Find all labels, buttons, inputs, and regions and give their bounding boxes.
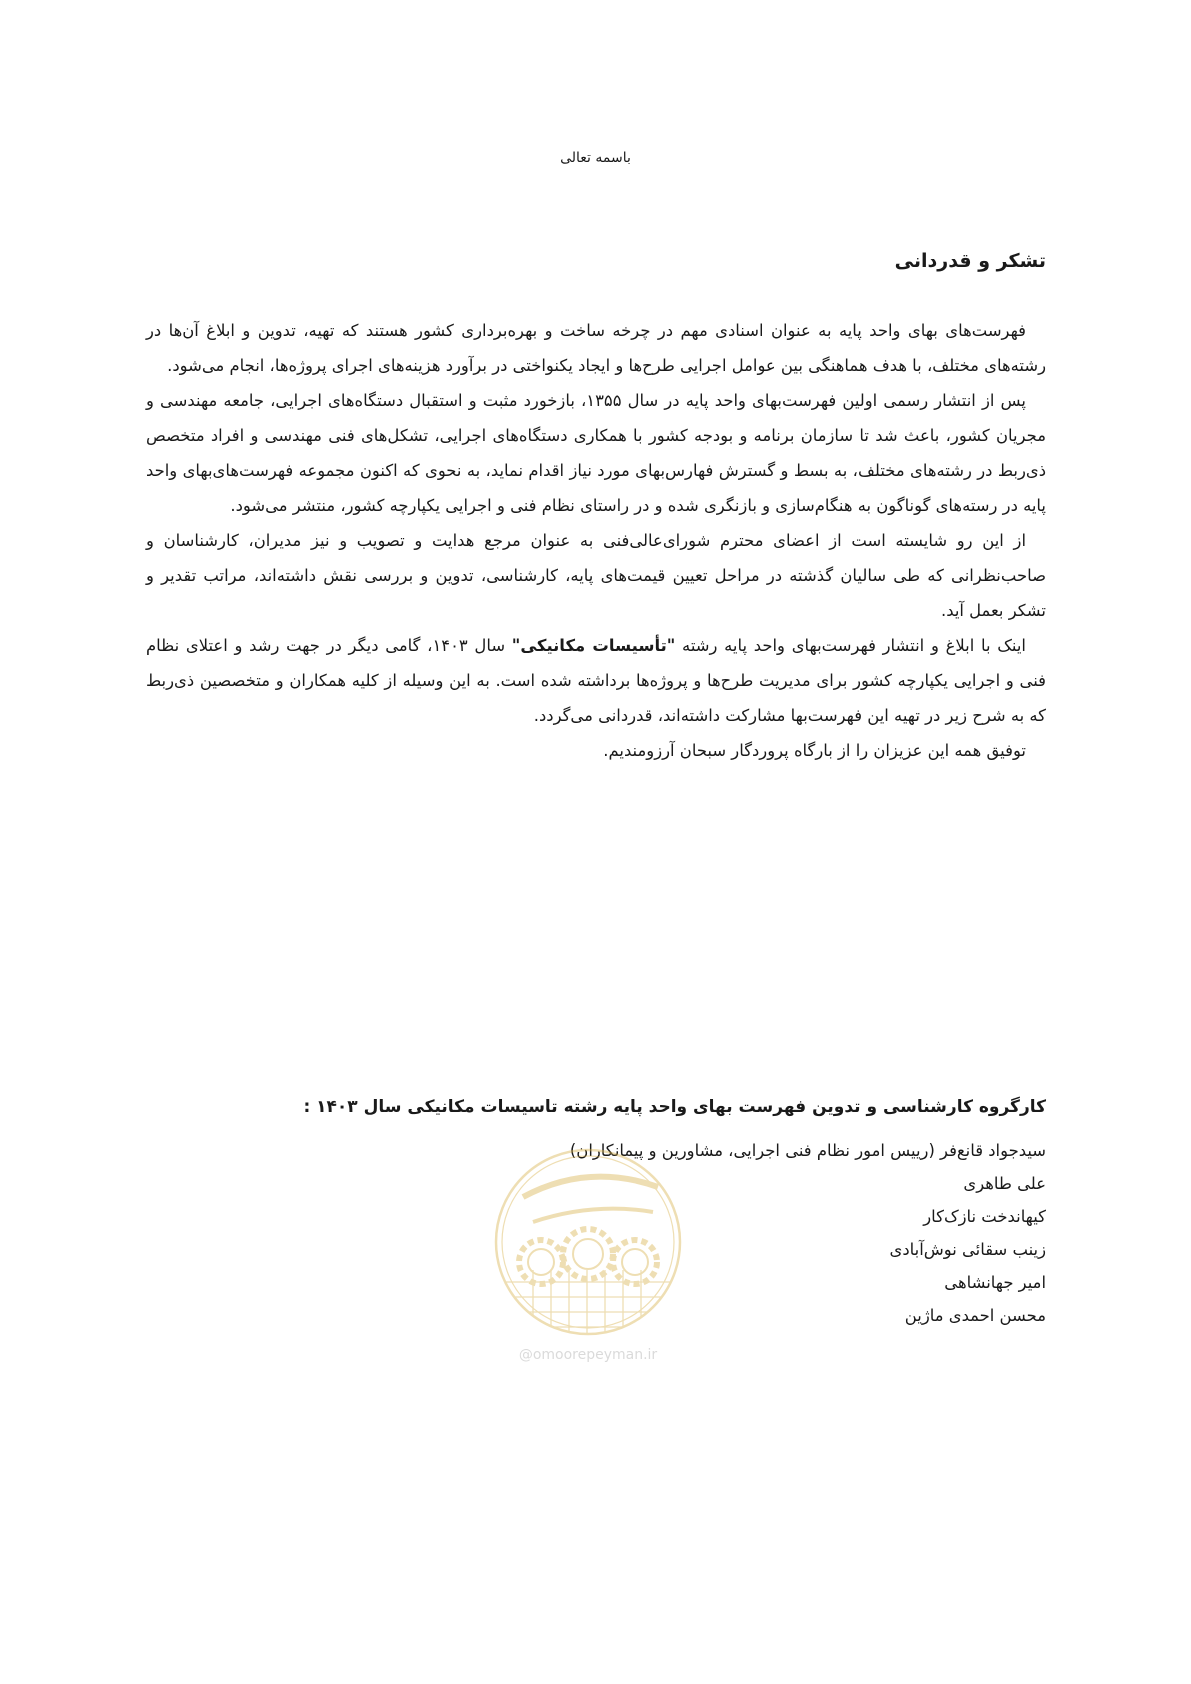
closing-line: توفیق همه این عزیزان را از بارگاه پروردگار سبحان آرزومندیم. [603, 741, 1026, 760]
member-item: زینب سقائی نوش‌آبادی [889, 1240, 1046, 1259]
member-item: محسن احمدی ماژین [904, 1306, 1046, 1325]
paragraph-3: از این رو شایسته است از اعضای محترم شورای‌عالی‌فنی به عنوان مرجع هدایت و تصویب و نیز مدیران، کارشناسان و صاحب‌نظرانی که طی سالیان گذشته در مراحل تعیین قیمت‌های پایه، کارشناسی، تدوین و بررسی نقش داشته‌اند، مراتب تقدیر و تشکر بعمل آید. [146, 531, 1046, 620]
paragraph-1: فهرست‌های بهای واحد پایه به عنوان اسنادی مهم در چرخه ساخت و بهره‌برداری کشور هستند که تهیه، تدوین و ابلاغ آن‌ها در رشته‌های مختلف، با هدف هماهنگی بین عوامل اجرایی طرح‌ها و ایجاد یکنواختی در برآورد هزینه‌های اجرای پروژه‌ها، انجام می‌شود. [146, 321, 1046, 375]
paragraph-2: پس از انتشار رسمی اولین فهرست‌بهای واحد پایه در سال ۱۳۵۵، بازخورد مثبت و استقبال دستگاه‌های اجرایی، جامعه مهندسی و مجریان کشور، باعث شد تا سازمان برنامه و بودجه کشور با همکاری دستگاه‌های اجرایی، تشکل‌های فنی مهندسی و افراد متخصص ذی‌ربط در رشته‌های مختلف، به بسط و گسترش فهارس‌بهای مورد نیاز اقدام نماید، به نحوی که اکنون مجموعه فهرست‌های‌بهای واحد پایه در رسته‌های گوناگون به هنگام‌سازی و بازنگری شده و در راستای نظام فنی و اجرایی یکپارچه کشور، منتشر می‌شود. [146, 391, 1046, 515]
watermark-url: @omoorepeyman.ir [518, 1347, 658, 1363]
body-text [146, 313, 1046, 768]
member-item: امیر جهانشاهی [944, 1273, 1046, 1292]
paragraph-4-start: اینک با ابلاغ و انتشار فهرست‌بهای واحد پایه رشته [675, 636, 1026, 655]
seal-logo-icon [493, 1142, 683, 1342]
basmala: باسمه تعالی [560, 150, 631, 166]
page-title: تشکر و قدردانی [894, 250, 1046, 272]
member-item: علی طاهری [963, 1174, 1046, 1193]
team-title: کارگروه کارشناسی و تدوین فهرست بهای واحد پایه رشته تاسیسات مکانیکی سال ۱۴۰۳ : [303, 1097, 1046, 1117]
paragraph-4 [146, 628, 1046, 733]
paragraph-4-emphasis: "تأسیسات مکانیکی" [511, 636, 676, 655]
member-item: سیدجواد قانع‌فر (رییس امور نظام فنی اجرایی، مشاورین و پیمانکاران) [569, 1141, 1046, 1160]
member-item: کیهاندخت نازک‌کار [923, 1207, 1046, 1226]
paragraph-4-end: سال ۱۴۰۳، گامی دیگر در جهت رشد و اعتلای نظام فنی و اجرایی یکپارچه کشور برای مدیریت طرح‌ها و پروژه‌ها برداشته شده است. به این وسیله از کلیه همکاران و متخصصین ذی‌ربط که به شرح زیر در تهیه این فهرست‌بها مشارکت داشته‌اند، قدردانی می‌گردد. [146, 636, 1046, 725]
watermark-seal [493, 1142, 683, 1382]
